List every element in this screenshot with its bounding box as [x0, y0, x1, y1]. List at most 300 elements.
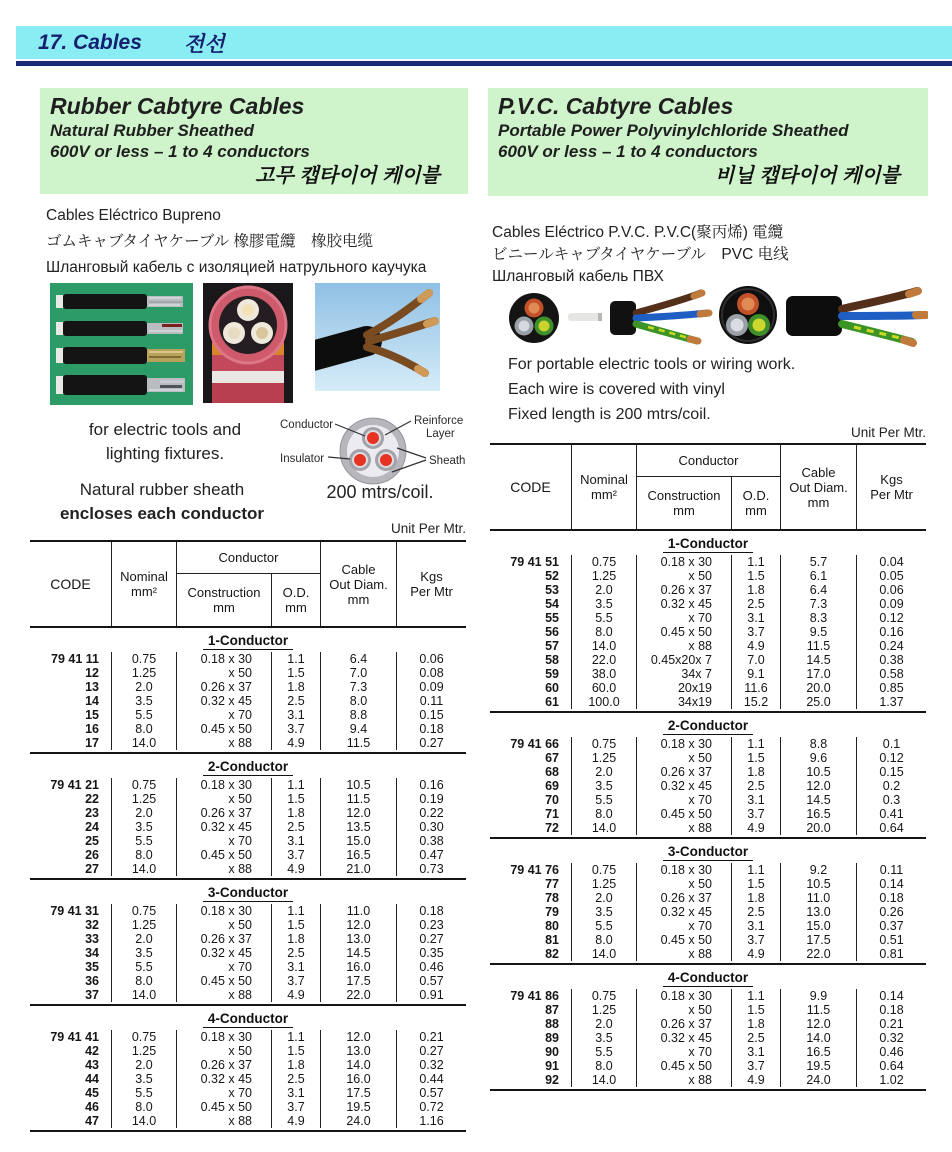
table-cell: 14.5 — [321, 946, 397, 960]
table-row — [490, 989, 926, 1003]
table-cell: 0.85 — [879, 681, 904, 695]
table-row — [490, 919, 926, 933]
header-rule — [16, 61, 952, 66]
table-cell: 0.72 — [419, 1100, 444, 1114]
table-cell: 79 41 66 — [490, 737, 572, 751]
table-cell: 35 — [30, 960, 112, 974]
table-row — [490, 821, 926, 835]
table-cell: 1.8 — [732, 765, 781, 779]
table-row — [490, 807, 926, 821]
table-cell: 11.0 — [781, 891, 857, 905]
table-cell: 67 — [490, 751, 572, 765]
table-cell: 3.5 — [112, 820, 177, 834]
table-row — [490, 611, 926, 625]
table-cell: 0.41 — [879, 807, 904, 821]
application-note — [508, 352, 795, 427]
table-cell: 13.5 — [321, 820, 397, 834]
spec-table-rubber — [30, 540, 466, 1132]
table-row — [30, 792, 466, 806]
table-cell: 0.38 — [879, 653, 904, 667]
unit-label: Unit Per Mtr. — [850, 425, 926, 440]
table-cell: 0.32 x 45 — [177, 820, 272, 834]
col-header-nominal — [112, 542, 177, 626]
table-cell: 60.0 — [572, 681, 637, 695]
table-cell: 2.0 — [112, 680, 177, 694]
table-cell: 79 41 31 — [30, 904, 112, 918]
table-cell: 0.75 — [572, 555, 637, 569]
table-cell: 0.23 — [419, 918, 444, 932]
table-cell: 0.26 x 37 — [177, 1058, 272, 1072]
table-cell: 77 — [490, 877, 572, 891]
table-cell: 3.7 — [732, 625, 781, 639]
table-cell: x 70 — [637, 1045, 732, 1059]
table-cell: 1.5 — [272, 792, 321, 806]
table-cell: 0.2 — [882, 779, 901, 793]
table-cell: 4.9 — [732, 1073, 781, 1087]
table-cell: 0.26 x 37 — [637, 1017, 732, 1031]
table-cell: 13.0 — [321, 932, 397, 946]
table-cell: x 70 — [637, 919, 732, 933]
table-cell: 0.64 — [879, 821, 904, 835]
table-cell: 0.81 — [879, 947, 904, 961]
table-cell: 0.12 — [879, 751, 904, 765]
table-cell: 3.5 — [572, 1031, 637, 1045]
table-cell: 91 — [490, 1059, 572, 1073]
table-cell: 2.0 — [572, 765, 637, 779]
table-cell: 1.1 — [732, 737, 781, 751]
table-cell: 0.06 — [879, 583, 904, 597]
table-cell: 0.32 x 45 — [637, 1031, 732, 1045]
col-header-cable-line1: Cable — [341, 561, 376, 577]
spec-table-pvc — [490, 443, 926, 1091]
table-row — [490, 877, 926, 891]
table-cell: x 50 — [637, 751, 732, 765]
table-cell: 8.0 — [572, 807, 637, 821]
table-row — [30, 960, 466, 974]
table-cell: 1.1 — [732, 863, 781, 877]
product-title-korean: 비닐 캡타이어 케이블 — [715, 165, 900, 187]
table-cell: 13.0 — [321, 1044, 397, 1058]
application-note — [55, 418, 275, 466]
table-cell: x 50 — [177, 792, 272, 806]
table-cell: 1.1 — [732, 989, 781, 1003]
table-row — [30, 932, 466, 946]
col-header-nominal-line2: mm² — [591, 487, 617, 502]
product-title-block-rubber — [40, 88, 468, 194]
table-cell: x 88 — [177, 862, 272, 876]
col-header-construction-line2: mm — [213, 600, 235, 615]
table-cell: 0.26 — [879, 905, 904, 919]
col-header-cable-line3: mm — [347, 591, 370, 607]
application-note-line2: lighting fixtures. — [105, 444, 225, 463]
table-cell: 3.7 — [272, 848, 321, 862]
table-cell: 0.57 — [419, 1086, 444, 1100]
table-cell: 87 — [490, 1003, 572, 1017]
table-row — [30, 1058, 466, 1072]
table-cell: x 70 — [177, 960, 272, 974]
table-cell: 7.0 — [321, 666, 397, 680]
conductor-section-title: 2-Conductor — [30, 759, 466, 774]
table-cell: 57 — [490, 639, 572, 653]
diagram-label-insulator: Insulator — [280, 453, 325, 465]
table-cell: 9.5 — [781, 625, 857, 639]
table-row — [490, 597, 926, 611]
table-cell: 6.4 — [781, 583, 857, 597]
table-cell: 0.32 x 45 — [177, 1072, 272, 1086]
desc-russian: Шланговый кабель ПВХ — [492, 268, 664, 285]
table-cell: 79 41 41 — [30, 1030, 112, 1044]
table-cell: 0.18 x 30 — [177, 652, 272, 666]
table-cell: 5.7 — [781, 555, 857, 569]
table-row — [30, 708, 466, 722]
table-row — [490, 933, 926, 947]
table-cell: 0.37 — [879, 919, 904, 933]
table-cell: 3.7 — [732, 807, 781, 821]
table-cell: 14.0 — [572, 947, 637, 961]
table-cell: 0.75 — [112, 1030, 177, 1044]
table-cell: 8.8 — [781, 737, 857, 751]
table-cell: 14.5 — [781, 653, 857, 667]
table-cell: 0.45 x 50 — [177, 722, 272, 736]
table-cell: 45 — [30, 1086, 112, 1100]
table-cell: 0.1 — [882, 737, 901, 751]
table-row — [30, 806, 466, 820]
table-cell: 0.3 — [882, 793, 901, 807]
table-cell: 22.0 — [572, 653, 637, 667]
table-cell: 16.0 — [321, 960, 397, 974]
table-cell: x 88 — [637, 947, 732, 961]
table-row — [490, 793, 926, 807]
table-cell: 14.0 — [112, 736, 177, 750]
diagram-label-conductor: Conductor — [280, 419, 334, 431]
table-cell: 8.8 — [321, 708, 397, 722]
table-cell: 68 — [490, 765, 572, 779]
table-cell: 12.0 — [321, 806, 397, 820]
conductor-section-title: 4-Conductor — [490, 970, 926, 985]
conductor-section-title: 3-Conductor — [30, 885, 466, 900]
col-header-kgs — [857, 445, 926, 529]
table-cell: 6.1 — [781, 569, 857, 583]
table-row — [30, 974, 466, 988]
table-row — [490, 891, 926, 905]
table-cell: 0.19 — [419, 792, 444, 806]
table-row — [30, 918, 466, 932]
table-cell: 15.0 — [321, 834, 397, 848]
table-row — [30, 1086, 466, 1100]
table-row — [490, 569, 926, 583]
table-row — [490, 653, 926, 667]
table-row — [30, 666, 466, 680]
table-cell: 14.0 — [572, 821, 637, 835]
table-cell: 5.5 — [112, 834, 177, 848]
table-cell: 14.0 — [112, 1114, 177, 1128]
table-cell: x 70 — [177, 1086, 272, 1100]
table-cell: 8.0 — [112, 848, 177, 862]
diagram-label-reinforce: Reinforce — [414, 415, 464, 427]
table-row — [30, 722, 466, 736]
page-title: 17. Cables — [38, 30, 142, 54]
table-cell: 0.75 — [112, 778, 177, 792]
table-cell: 1.8 — [732, 891, 781, 905]
col-header-conductor: Conductor — [177, 542, 321, 574]
table-cell: 1.25 — [112, 792, 177, 806]
table-cell: 3.1 — [272, 834, 321, 848]
table-cell: 8.0 — [321, 694, 397, 708]
table-cell: 8.0 — [112, 1100, 177, 1114]
table-row-group — [30, 777, 466, 880]
table-cell: 36 — [30, 974, 112, 988]
table-cell: 0.18 — [419, 722, 444, 736]
table-row — [490, 639, 926, 653]
table-cell: 5.5 — [112, 960, 177, 974]
table-cell: 79 41 86 — [490, 989, 572, 1003]
table-cell: 8.0 — [572, 933, 637, 947]
table-row — [30, 988, 466, 1002]
application-note-line1: For portable electric tools or wiring work. — [508, 356, 796, 373]
table-cell: 9.2 — [781, 863, 857, 877]
table-cell: 0.18 — [879, 891, 904, 905]
col-header-cable-line3: mm — [807, 494, 830, 510]
conductor-section-title: 1-Conductor — [490, 536, 926, 551]
table-cell: 3.1 — [732, 919, 781, 933]
table-cell: 0.16 — [419, 778, 444, 792]
table-row — [30, 946, 466, 960]
table-cell: 1.37 — [879, 695, 904, 709]
table-cell: 52 — [490, 569, 572, 583]
table-cell: 9.6 — [781, 751, 857, 765]
diagram-label-sheath: Sheath — [429, 455, 466, 467]
table-cell: 20x19 — [637, 681, 732, 695]
product-title: Rubber Cabtyre Cables — [50, 93, 305, 119]
table-cell: 5.5 — [572, 1045, 637, 1059]
table-cell: x 70 — [177, 708, 272, 722]
table-cell: 44 — [30, 1072, 112, 1086]
table-cell: 79 41 51 — [490, 555, 572, 569]
table-cell: 69 — [490, 779, 572, 793]
table-cell: 0.18 x 30 — [637, 863, 732, 877]
table-cell: 1.8 — [272, 680, 321, 694]
table-row — [490, 1045, 926, 1059]
conductor-section-title: 2-Conductor — [490, 718, 926, 733]
col-header-conductor: Conductor — [637, 445, 781, 477]
table-cell: 24.0 — [781, 1073, 857, 1087]
col-header-construction — [637, 477, 732, 529]
application-note-line1: for electric tools and — [88, 420, 242, 439]
table-cell: 38.0 — [572, 667, 637, 681]
table-cell: 60 — [490, 681, 572, 695]
table-cell: 2.0 — [572, 583, 637, 597]
table-cell: 14.0 — [112, 862, 177, 876]
table-row-group — [30, 903, 466, 1006]
table-cell: 24 — [30, 820, 112, 834]
table-cell: 0.16 — [879, 625, 904, 639]
table-cell: 0.46 — [879, 1045, 904, 1059]
table-cell: 15.0 — [781, 919, 857, 933]
table-cell: 1.25 — [112, 666, 177, 680]
table-cell: 0.51 — [879, 933, 904, 947]
table-cell: 0.26 x 37 — [637, 765, 732, 779]
table-cell: 2.5 — [272, 820, 321, 834]
table-cell: 3.1 — [272, 1086, 321, 1100]
table-row-group — [490, 862, 926, 965]
table-cell: 1.5 — [732, 569, 781, 583]
table-cell: 0.24 — [879, 639, 904, 653]
table-cell: 0.11 — [419, 694, 444, 708]
table-cell: 2.5 — [272, 694, 321, 708]
unit-label: Unit Per Mtr. — [390, 521, 466, 536]
table-cell: 0.08 — [419, 666, 444, 680]
table-cell: 82 — [490, 947, 572, 961]
table-cell: 56 — [490, 625, 572, 639]
table-cell: 0.45 x 50 — [637, 807, 732, 821]
table-cell: 10.5 — [781, 765, 857, 779]
table-cell: 3.1 — [272, 708, 321, 722]
table-cell: x 70 — [637, 611, 732, 625]
table-cell: 1.5 — [732, 1003, 781, 1017]
table-cell: 0.15 — [879, 765, 904, 779]
table-cell: 14.0 — [572, 1073, 637, 1087]
table-header — [30, 542, 466, 628]
table-cell: x 50 — [177, 1044, 272, 1058]
table-row — [490, 555, 926, 569]
table-cell: 0.57 — [419, 974, 444, 988]
table-cell: 0.26 x 37 — [177, 806, 272, 820]
table-row — [490, 1031, 926, 1045]
table-cell: 2.0 — [572, 891, 637, 905]
table-cell: 11.5 — [781, 1003, 857, 1017]
table-cell: 79 41 76 — [490, 863, 572, 877]
table-cell: 9.1 — [732, 667, 781, 681]
table-cell: 20.0 — [781, 681, 857, 695]
table-cell: 33 — [30, 932, 112, 946]
product-title-korean: 고무 캡타이어 케이블 — [255, 165, 440, 187]
table-cell: 72 — [490, 821, 572, 835]
col-header-code: CODE — [490, 445, 572, 529]
table-cell: 1.25 — [572, 877, 637, 891]
table-cell: 53 — [490, 583, 572, 597]
table-row — [30, 1114, 466, 1128]
table-cell: 3.1 — [732, 611, 781, 625]
table-cell: 34x19 — [637, 695, 732, 709]
table-cell: 71 — [490, 807, 572, 821]
table-cell: 16.0 — [321, 1072, 397, 1086]
table-cell: 5.5 — [572, 919, 637, 933]
table-row — [30, 862, 466, 876]
col-header-code: CODE — [30, 542, 112, 626]
desc-russian: Шланговый кабель с изоляцией натрульного каучука — [46, 259, 427, 276]
page-title-korean: 전선 — [183, 32, 225, 56]
table-row — [30, 694, 466, 708]
table-cell: 25.0 — [781, 695, 857, 709]
table-cell: 4.9 — [272, 862, 321, 876]
table-cell: 1.5 — [272, 666, 321, 680]
table-cell: 6.4 — [321, 652, 397, 666]
table-cell: 12.0 — [781, 779, 857, 793]
table-cell: 4.9 — [732, 947, 781, 961]
table-cell: 13.0 — [781, 905, 857, 919]
table-cell: 3.5 — [112, 694, 177, 708]
table-header — [490, 445, 926, 531]
col-header-construction — [177, 574, 272, 626]
table-cell: 13 — [30, 680, 112, 694]
table-cell: 0.32 x 45 — [637, 597, 732, 611]
table-cell: 0.58 — [879, 667, 904, 681]
table-cell: 0.18 x 30 — [637, 555, 732, 569]
table-row — [490, 1073, 926, 1087]
table-cell: x 50 — [637, 877, 732, 891]
table-cell: 0.47 — [419, 848, 444, 862]
table-cell: 7.0 — [732, 653, 781, 667]
table-cell: 0.75 — [572, 737, 637, 751]
product-title: P.V.C. Cabtyre Cables — [498, 93, 734, 119]
product-subtitle-2: 600V or less – 1 to 4 conductors — [498, 142, 758, 161]
table-cell: 0.45 x 50 — [177, 848, 272, 862]
desc-spanish: Cables Eléctrico Bupreno — [46, 207, 221, 224]
table-cell: 0.91 — [419, 988, 444, 1002]
table-cell: x 50 — [637, 569, 732, 583]
table-cell: 17.5 — [781, 933, 857, 947]
table-cell: 5.5 — [112, 708, 177, 722]
table-body — [30, 633, 466, 1132]
table-cell: 0.18 x 30 — [637, 989, 732, 1003]
table-row — [490, 751, 926, 765]
table-cell: 17.5 — [321, 1086, 397, 1100]
table-cell: 78 — [490, 891, 572, 905]
product-subtitle-1: Portable Power Polyvinylchloride Sheathed — [498, 121, 849, 140]
table-cell: 2.0 — [112, 1058, 177, 1072]
sheath-note-line1: Natural rubber sheath — [79, 480, 245, 499]
table-cell: 0.21 — [419, 1030, 444, 1044]
table-cell: 5.5 — [572, 793, 637, 807]
table-cell: x 50 — [177, 666, 272, 680]
table-cell: 0.75 — [112, 904, 177, 918]
table-row — [490, 667, 926, 681]
table-cell: 3.5 — [112, 1072, 177, 1086]
table-row — [30, 778, 466, 792]
table-cell: 58 — [490, 653, 572, 667]
table-cell: 61 — [490, 695, 572, 709]
table-cell: 3.7 — [732, 933, 781, 947]
table-cell: 34x 7 — [637, 667, 732, 681]
table-row — [490, 905, 926, 919]
table-row — [490, 681, 926, 695]
table-cell: 0.27 — [419, 1044, 444, 1058]
table-cell: 15.2 — [732, 695, 781, 709]
table-cell: 1.1 — [272, 904, 321, 918]
table-cell: 0.45 x 50 — [177, 974, 272, 988]
multilingual-description — [46, 203, 426, 281]
col-header-kgs-line2: Per Mtr — [410, 584, 453, 599]
table-cell: 1.25 — [572, 569, 637, 583]
table-cell: 0.18 x 30 — [177, 904, 272, 918]
table-cell: 2.5 — [732, 597, 781, 611]
rubber-cables-photo — [50, 283, 193, 405]
table-cell: 0.45 x 50 — [637, 933, 732, 947]
table-cell: x 70 — [637, 793, 732, 807]
table-cell: 4.9 — [732, 821, 781, 835]
table-cell: 0.32 — [879, 1031, 904, 1045]
table-cell: 0.22 — [419, 806, 444, 820]
table-cell: 3.1 — [272, 960, 321, 974]
table-cell: 54 — [490, 597, 572, 611]
table-cell: 0.75 — [572, 863, 637, 877]
table-cell: 0.18 x 30 — [637, 737, 732, 751]
table-cell: 2.5 — [272, 1072, 321, 1086]
table-cell: 19.5 — [781, 1059, 857, 1073]
table-cell: 4.9 — [272, 988, 321, 1002]
table-cell: 8.0 — [572, 1059, 637, 1073]
table-row-group — [30, 651, 466, 754]
